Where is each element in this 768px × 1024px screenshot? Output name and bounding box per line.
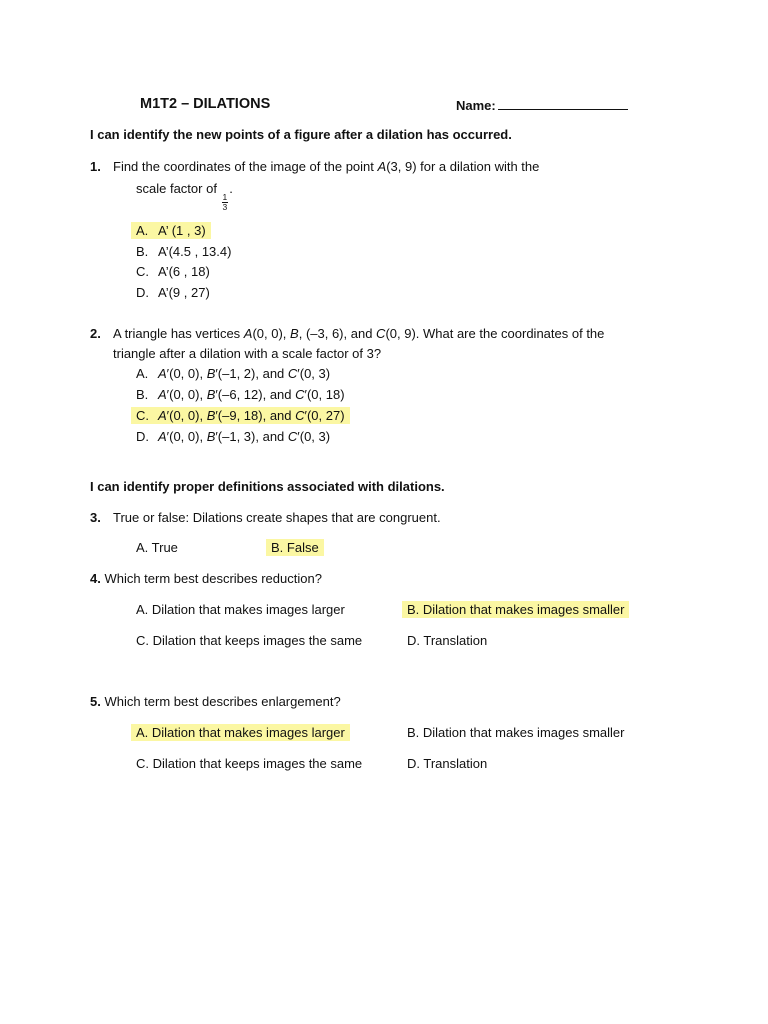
question-number-3: 3. [90, 510, 101, 525]
q1-option-a[interactable] [136, 223, 211, 239]
q1-option-c[interactable]: C. A’(6 , 18) [136, 264, 210, 279]
q3-option-b[interactable] [271, 540, 324, 556]
section-heading-2: I can identify proper definitions associated with dilations. [90, 479, 445, 494]
q5-option-d[interactable]: D. Translation [407, 756, 488, 771]
question-text-1-line2: scale factor of $\frac{1}{3}$ . [136, 181, 233, 212]
page-title: M1T2 – DILATIONS [140, 96, 271, 112]
highlight-answer: C. A′(0, 0), B′(–9, 18), and C′(0, 27) [131, 407, 350, 424]
q4-option-c[interactable]: C. Dilation that keeps images the same [136, 633, 363, 648]
q5-option-a[interactable] [136, 725, 350, 741]
question-number-1: 1. [90, 159, 101, 174]
section-heading-1: I can identify the new points of a figure after a dilation has occurred. [90, 127, 512, 142]
question-text-4: 4. Which term best describes reduction? [90, 571, 322, 586]
q4-option-b[interactable] [407, 602, 629, 618]
question-text-2: A triangle has vertices A(0, 0), B, (–3, 6), and C(0, 9). What are the coordinates of the [113, 326, 605, 341]
q2-option-c[interactable] [136, 408, 350, 424]
q2-option-d[interactable]: D. A′(0, 0), B′(–1, 3), and C′(0, 3) [136, 429, 331, 444]
q2-option-a[interactable]: A. A′(0, 0), B′(–1, 2), and C′(0, 3) [136, 366, 331, 381]
q4-option-a[interactable]: A. Dilation that makes images larger [136, 602, 345, 617]
q2-option-b[interactable]: B. A′(0, 0), B′(–6, 12), and C′(0, 18) [136, 387, 345, 402]
q4-option-d[interactable]: D. Translation [407, 633, 488, 648]
name-label: Name: [456, 98, 496, 113]
highlight-answer: A. Dilation that makes images larger [131, 724, 350, 741]
q5-option-c[interactable]: C. Dilation that keeps images the same [136, 756, 363, 771]
question-text-3: True or false: Dilations create shapes that are congruent. [113, 510, 441, 525]
highlight-answer: B. Dilation that makes images smaller [402, 601, 629, 618]
question-text-2-line2: triangle after a dilation with a scale factor of 3? [113, 346, 382, 361]
q5-option-b[interactable]: B. Dilation that makes images smaller [407, 725, 625, 740]
q1-option-d[interactable]: D. A’(9 , 27) [136, 285, 210, 300]
name-blank-line[interactable] [498, 97, 628, 110]
highlight-answer: B. False [266, 539, 324, 556]
highlight-answer: A. A’ (1 , 3) [131, 222, 211, 239]
fraction-one-third: $\frac{1}{3}$ [222, 192, 228, 212]
question-text-5: 5. Which term best describes enlargement? [90, 694, 341, 709]
name-field[interactable] [456, 97, 628, 114]
q1-option-b[interactable]: B. A’(4.5 , 13.4) [136, 244, 232, 259]
q3-option-a[interactable]: A. True [136, 540, 178, 555]
question-number-2: 2. [90, 326, 101, 341]
question-text-1: Find the coordinates of the image of the point A(3, 9) for a dilation with the [113, 159, 540, 174]
